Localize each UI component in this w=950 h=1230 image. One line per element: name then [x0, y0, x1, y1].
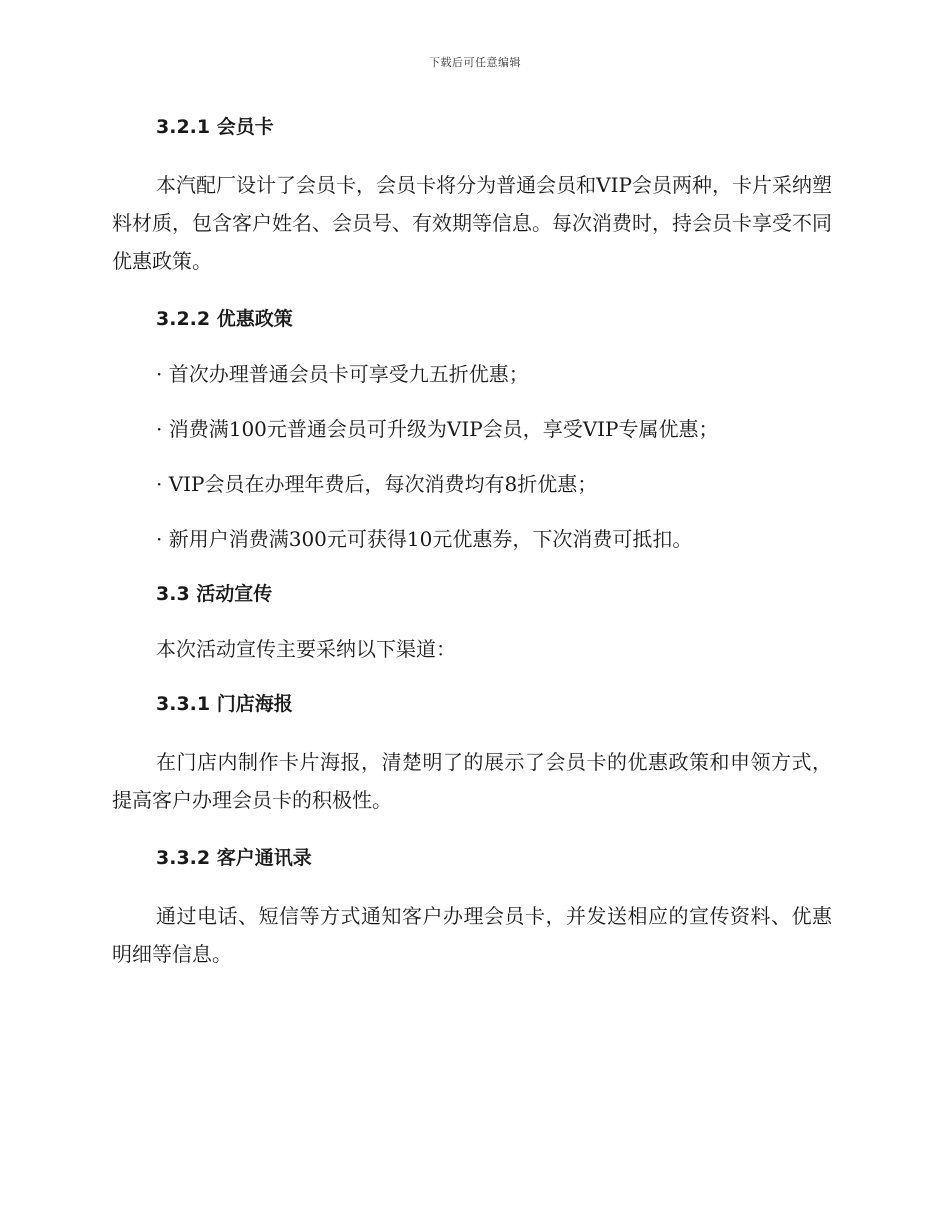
section-paragraph-3-2-1: 本汽配厂设计了会员卡，会员卡将分为普通会员和VIP会员两种，卡片采纳塑料材质，包含客户姓名、会员号、有效期等信息。每次消费时，持会员卡享受不同优惠政策。: [112, 173, 832, 273]
section-paragraph-3-3-2: 通过电话、短信等方式通知客户办理会员卡，并发送相应的宣传资料、优惠明细等信息。: [112, 904, 832, 966]
policy-bullet-item: · 首次办理普通会员卡可享受九五折优惠；: [156, 362, 529, 386]
policy-bullet-item: · 消费满100元普通会员可升级为VIP会员，享受VIP专属优惠；: [156, 417, 719, 441]
section-paragraph-3-3-1: 在门店内制作卡片海报，清楚明了的展示了会员卡的优惠政策和申领方式，提高客户办理会员卡的积极性。: [112, 750, 832, 812]
section-heading-3-2-2: 3.2.2 优惠政策: [156, 308, 293, 330]
section-heading-3-3-1: 3.3.1 门店海报: [156, 693, 293, 715]
section-heading-3-3-2: 3.3.2 客户通讯录: [156, 847, 312, 869]
section-paragraph-3-3: 本次活动宣传主要采纳以下渠道：: [156, 637, 456, 661]
section-heading-3-2-1: 3.2.1 会员卡: [156, 116, 274, 138]
page-header: 下载后可任意编辑: [429, 56, 521, 69]
document-body: [112, 108, 832, 973]
section-heading-3-3: 3.3 活动宣传: [156, 583, 273, 605]
policy-bullet-item: · 新用户消费满300元可获得10元优惠券，下次消费可抵扣。: [156, 527, 693, 551]
policy-bullet-item: · VIP会员在办理年费后，每次消费均有8折优惠；: [156, 472, 598, 496]
